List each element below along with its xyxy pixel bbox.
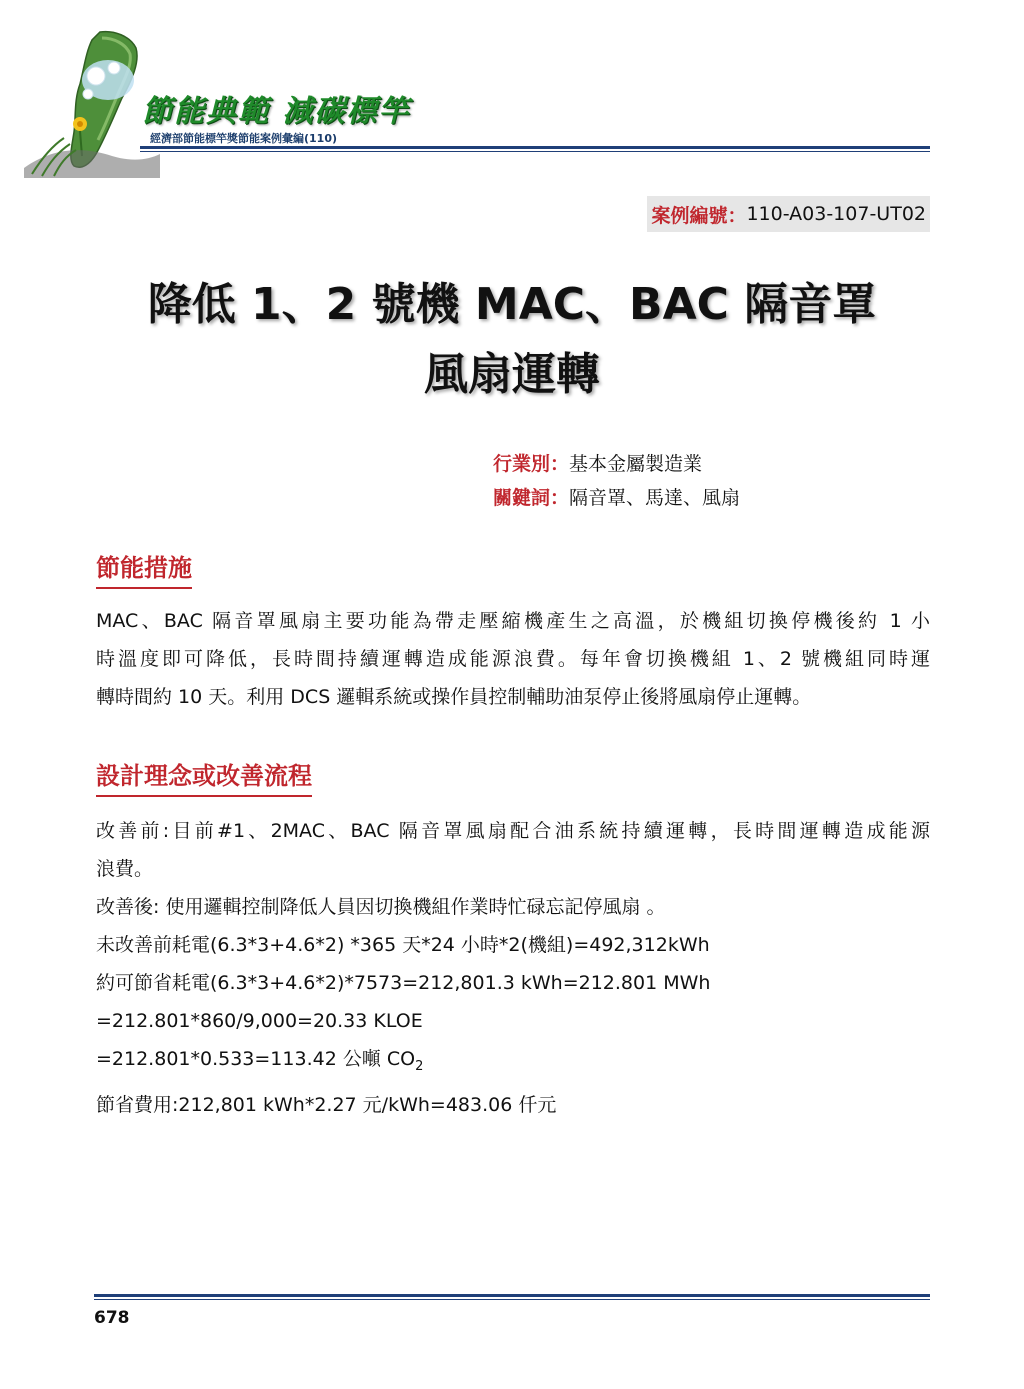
- paragraph-line: 轉時間約 10 天。利用 DCS 邏輯系統或操作員控制輔助油泵停止後將風扇停止運轉。: [96, 686, 812, 708]
- paragraph-line: =212.801*860/9,000=20.33 KLOE: [96, 1010, 423, 1032]
- section-heading-measures: 節能措施: [96, 548, 192, 589]
- paragraph-line: 浪費。: [96, 858, 154, 880]
- case-number-box: [647, 196, 930, 232]
- keywords-row: [493, 481, 740, 515]
- page-title-line1: 降低 1、2 號機 MAC、BAC 隔音罩: [147, 279, 877, 330]
- series-title: 節能典範 減碳標竿: [142, 94, 411, 129]
- case-number-value: 110-A03-107-UT02: [746, 203, 926, 225]
- paragraph-line: 約可節省耗電(6.3*3+4.6*2)*7573=212,801.3 kWh=212.801 MWh: [96, 972, 711, 994]
- footer-divider-thin: [94, 1299, 930, 1300]
- header-divider-thin: [140, 151, 930, 152]
- paragraph-line-co2: [96, 1040, 930, 1086]
- header-divider: [140, 146, 930, 149]
- section-heading-design: 設計理念或改善流程: [96, 756, 312, 797]
- paragraph-line: MAC、BAC 隔音罩風扇主要功能為帶走壓縮機產生之高溫，於機組切換停機後約 1 小: [96, 610, 930, 632]
- taiwan-logo-icon: [22, 28, 162, 178]
- paragraph-line: 改善前:目前#1、2MAC、BAC 隔音罩風扇配合油系統持續運轉，長時間運轉造成能源: [96, 820, 930, 842]
- industry-value: 基本金屬製造業: [569, 453, 703, 475]
- section-body-design: [96, 812, 930, 1124]
- paragraph-line: 時溫度即可降低，長時間持續運轉造成能源浪費。每年會切換機組 1、2 號機組同時運: [96, 648, 930, 670]
- case-number-label: 案例編號：: [651, 204, 747, 227]
- series-subtitle: 經濟部節能標竿獎節能案例彙編(110): [150, 132, 338, 145]
- page-number: 678: [94, 1308, 130, 1328]
- keywords-label: 關鍵詞：: [493, 487, 570, 509]
- industry-label: 行業別：: [493, 453, 570, 475]
- case-meta: [493, 447, 740, 515]
- footer-divider: [94, 1294, 930, 1297]
- paragraph-line: 未改善前耗電(6.3*3+4.6*2) *365 天*24 小時*2(機組)=492,312kWh: [96, 934, 710, 956]
- paragraph-line: 改善後: 使用邏輯控制降低人員因切換機組作業時忙碌忘記停風扇 。: [96, 896, 666, 918]
- section-body-measures: [96, 602, 930, 716]
- page-header: [0, 0, 1024, 190]
- industry-row: [493, 447, 740, 481]
- keywords-value: 隔音罩、馬達、風扇: [569, 487, 741, 509]
- co2-subscript: 2: [415, 1058, 424, 1074]
- paragraph-line: 節省費用:212,801 kWh*2.27 元/kWh=483.06 仟元: [96, 1093, 557, 1116]
- co2-text: =212.801*0.533=113.42 公噸 CO: [96, 1048, 416, 1070]
- page-title-line2: 風扇運轉: [424, 349, 600, 400]
- page-title: [0, 270, 1024, 410]
